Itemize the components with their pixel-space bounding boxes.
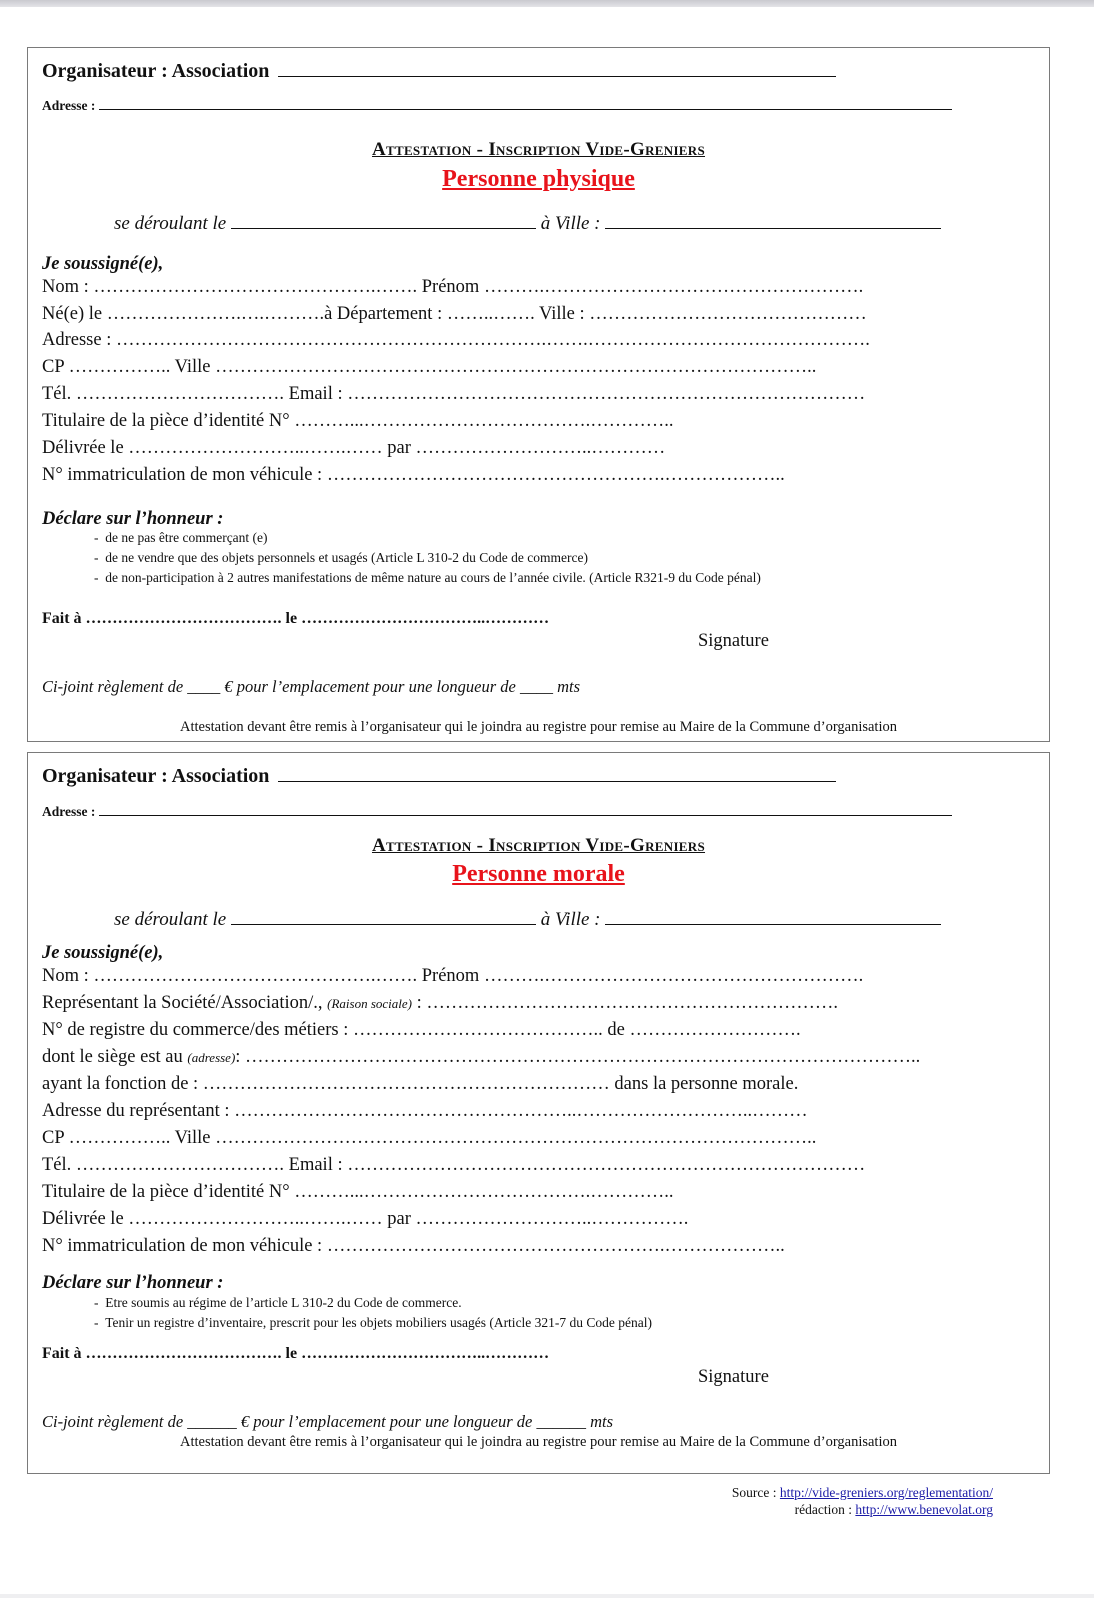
declaration-heading: Déclare sur l’honneur : — [42, 1273, 224, 1293]
signature-label: Signature — [698, 631, 769, 651]
field-nom-prenom[interactable]: Nom : ……………………………………….……. Prénom ……….……………………………………………. — [42, 277, 864, 297]
address-field[interactable] — [99, 803, 952, 816]
adresse-hint: (adresse) — [187, 1050, 236, 1065]
window-top-bar — [0, 0, 1094, 7]
form-title: Attestation - Inscription Vide-Greniers — [371, 835, 706, 856]
field-cp-ville[interactable]: CP …………….. Ville …………………………………………………………………………………….. — [42, 1128, 817, 1148]
field-immatriculation[interactable]: N° immatriculation de mon véhicule : ……………………………………………….……………….. — [42, 1236, 785, 1256]
source-line — [732, 1486, 993, 1500]
event-city-field[interactable] — [605, 212, 941, 229]
event-date-label: se déroulant le — [114, 909, 227, 930]
form-subtitle: Personne physique — [442, 166, 635, 192]
field-delivree[interactable]: Délivrée le ………………………..…….…… par ………………………..………… — [42, 438, 666, 458]
field-nom-prenom[interactable]: Nom : ……………………………………….……. Prénom ……….……………………………………………. — [42, 966, 864, 986]
event-city-field[interactable] — [605, 908, 941, 925]
organizer-name-field[interactable] — [278, 60, 836, 77]
field-immatriculation[interactable]: N° immatriculation de mon véhicule : ……………………………………………….……………….. — [42, 465, 785, 485]
declaration-item: - de ne vendre que des objets personnels et usagés (Article L 310-2 du Code de commerce) — [94, 550, 588, 565]
event-date-field[interactable] — [231, 908, 536, 925]
event-line — [114, 212, 941, 233]
event-city-label: à Ville : — [540, 213, 601, 234]
address-label: Adresse : — [42, 804, 96, 819]
field-registre-commerce[interactable]: N° de registre du commerce/des métiers : ………………………………….. de ………………………. — [42, 1020, 801, 1040]
address-label: Adresse : — [42, 98, 96, 113]
address-line — [42, 97, 952, 113]
organizer-line — [42, 60, 836, 81]
field-delivree[interactable]: Délivrée le ………………………..…….…… par ………………………..……………. — [42, 1209, 689, 1229]
intro-heading: Je soussigné(e), — [42, 254, 164, 274]
address-line — [42, 803, 952, 819]
declaration-item: - de non-participation à 2 autres manifestations de même nature au cours de l’année civile. (Article R321-9 du Code pénal) — [94, 570, 761, 585]
organizer-line — [42, 765, 836, 786]
field-piece-identite[interactable]: Titulaire de la pièce d’identité N° ………...……………………………….………….. — [42, 1182, 674, 1202]
field-adresse[interactable]: Adresse : …………………………………………………………….…….………………………………………. — [42, 330, 870, 350]
form-title: Attestation - Inscription Vide-Greniers — [371, 139, 706, 160]
field-tel-email[interactable]: Tél. ……………………………. Email : ………………………………………………………………………… — [42, 384, 866, 404]
source-link[interactable]: http://vide-greniers.org/reglementation/ — [779, 1485, 993, 1500]
payment-line[interactable]: Ci-joint règlement de ____ € pour l’emplacement pour une longueur de ____ mts — [42, 677, 580, 696]
declaration-heading: Déclare sur l’honneur : — [42, 509, 224, 529]
signature-label: Signature — [698, 1367, 769, 1387]
event-date-field[interactable] — [231, 212, 536, 229]
organizer-label: Organisateur : Association — [42, 765, 270, 787]
redaction-link[interactable]: http://www.benevolat.org — [855, 1502, 993, 1517]
field-adresse-representant[interactable]: Adresse du représentant : ………………………………………………..………………………..……… — [42, 1101, 808, 1121]
attestation-note: Attestation devant être remis à l’organisateur qui le joindra au registre pour remise au Maire de la Commune d’organisation — [180, 1434, 897, 1450]
field-siege[interactable]: dont le siège est au (adresse): ……………………………………………………………………………………………….. — [42, 1047, 921, 1067]
event-city-label: à Ville : — [540, 909, 601, 930]
declaration-item: - de ne pas être commerçant (e) — [94, 530, 268, 545]
redaction-line — [795, 1503, 993, 1517]
declaration-item: - Etre soumis au régime de l’article L 310-2 du Code de commerce. — [94, 1295, 462, 1310]
done-at-line[interactable]: Fait à ………………………………. le ……………………………..………… — [42, 1345, 550, 1362]
field-representant[interactable]: Représentant la Société/Association/., (Raison sociale) : …………………………………………………………. — [42, 993, 838, 1013]
organizer-label: Organisateur : Association — [42, 60, 270, 82]
source-label: Source : — [731, 1485, 780, 1500]
field-fonction[interactable]: ayant la fonction de : ………………………………………………………… dans la personne morale. — [42, 1074, 799, 1094]
event-date-label: se déroulant le — [114, 213, 227, 234]
declaration-item: - Tenir un registre d’inventaire, prescrit pour les objets mobiliers usagés (Article 321-7 du Code pénal) — [94, 1315, 653, 1330]
window-bottom-bar — [0, 1594, 1094, 1598]
organizer-name-field[interactable] — [278, 765, 836, 782]
attestation-note: Attestation devant être remis à l’organisateur qui le joindra au registre pour remise au Maire de la Commune d’organisation — [180, 719, 897, 735]
intro-heading: Je soussigné(e), — [42, 943, 164, 963]
field-piece-identite[interactable]: Titulaire de la pièce d’identité N° ………...……………………………….………….. — [42, 411, 674, 431]
redaction-label: rédaction : — [794, 1502, 856, 1517]
form-subtitle: Personne morale — [452, 861, 625, 887]
event-line — [114, 908, 941, 929]
address-field[interactable] — [99, 97, 952, 110]
raison-sociale-hint: (Raison sociale) — [327, 996, 412, 1011]
field-cp-ville[interactable]: CP …………….. Ville …………………………………………………………………………………….. — [42, 357, 817, 377]
field-naissance[interactable]: Né(e) le ………………….….……….à Département : ……..……. Ville : ……………………………………… — [42, 304, 867, 324]
done-at-line[interactable]: Fait à ………………………………. le ……………………………..………… — [42, 610, 550, 627]
payment-line[interactable]: Ci-joint règlement de ______ € pour l’emplacement pour une longueur de ______ mts — [42, 1412, 613, 1431]
field-tel-email[interactable]: Tél. ……………………………. Email : ………………………………………………………………………… — [42, 1155, 866, 1175]
